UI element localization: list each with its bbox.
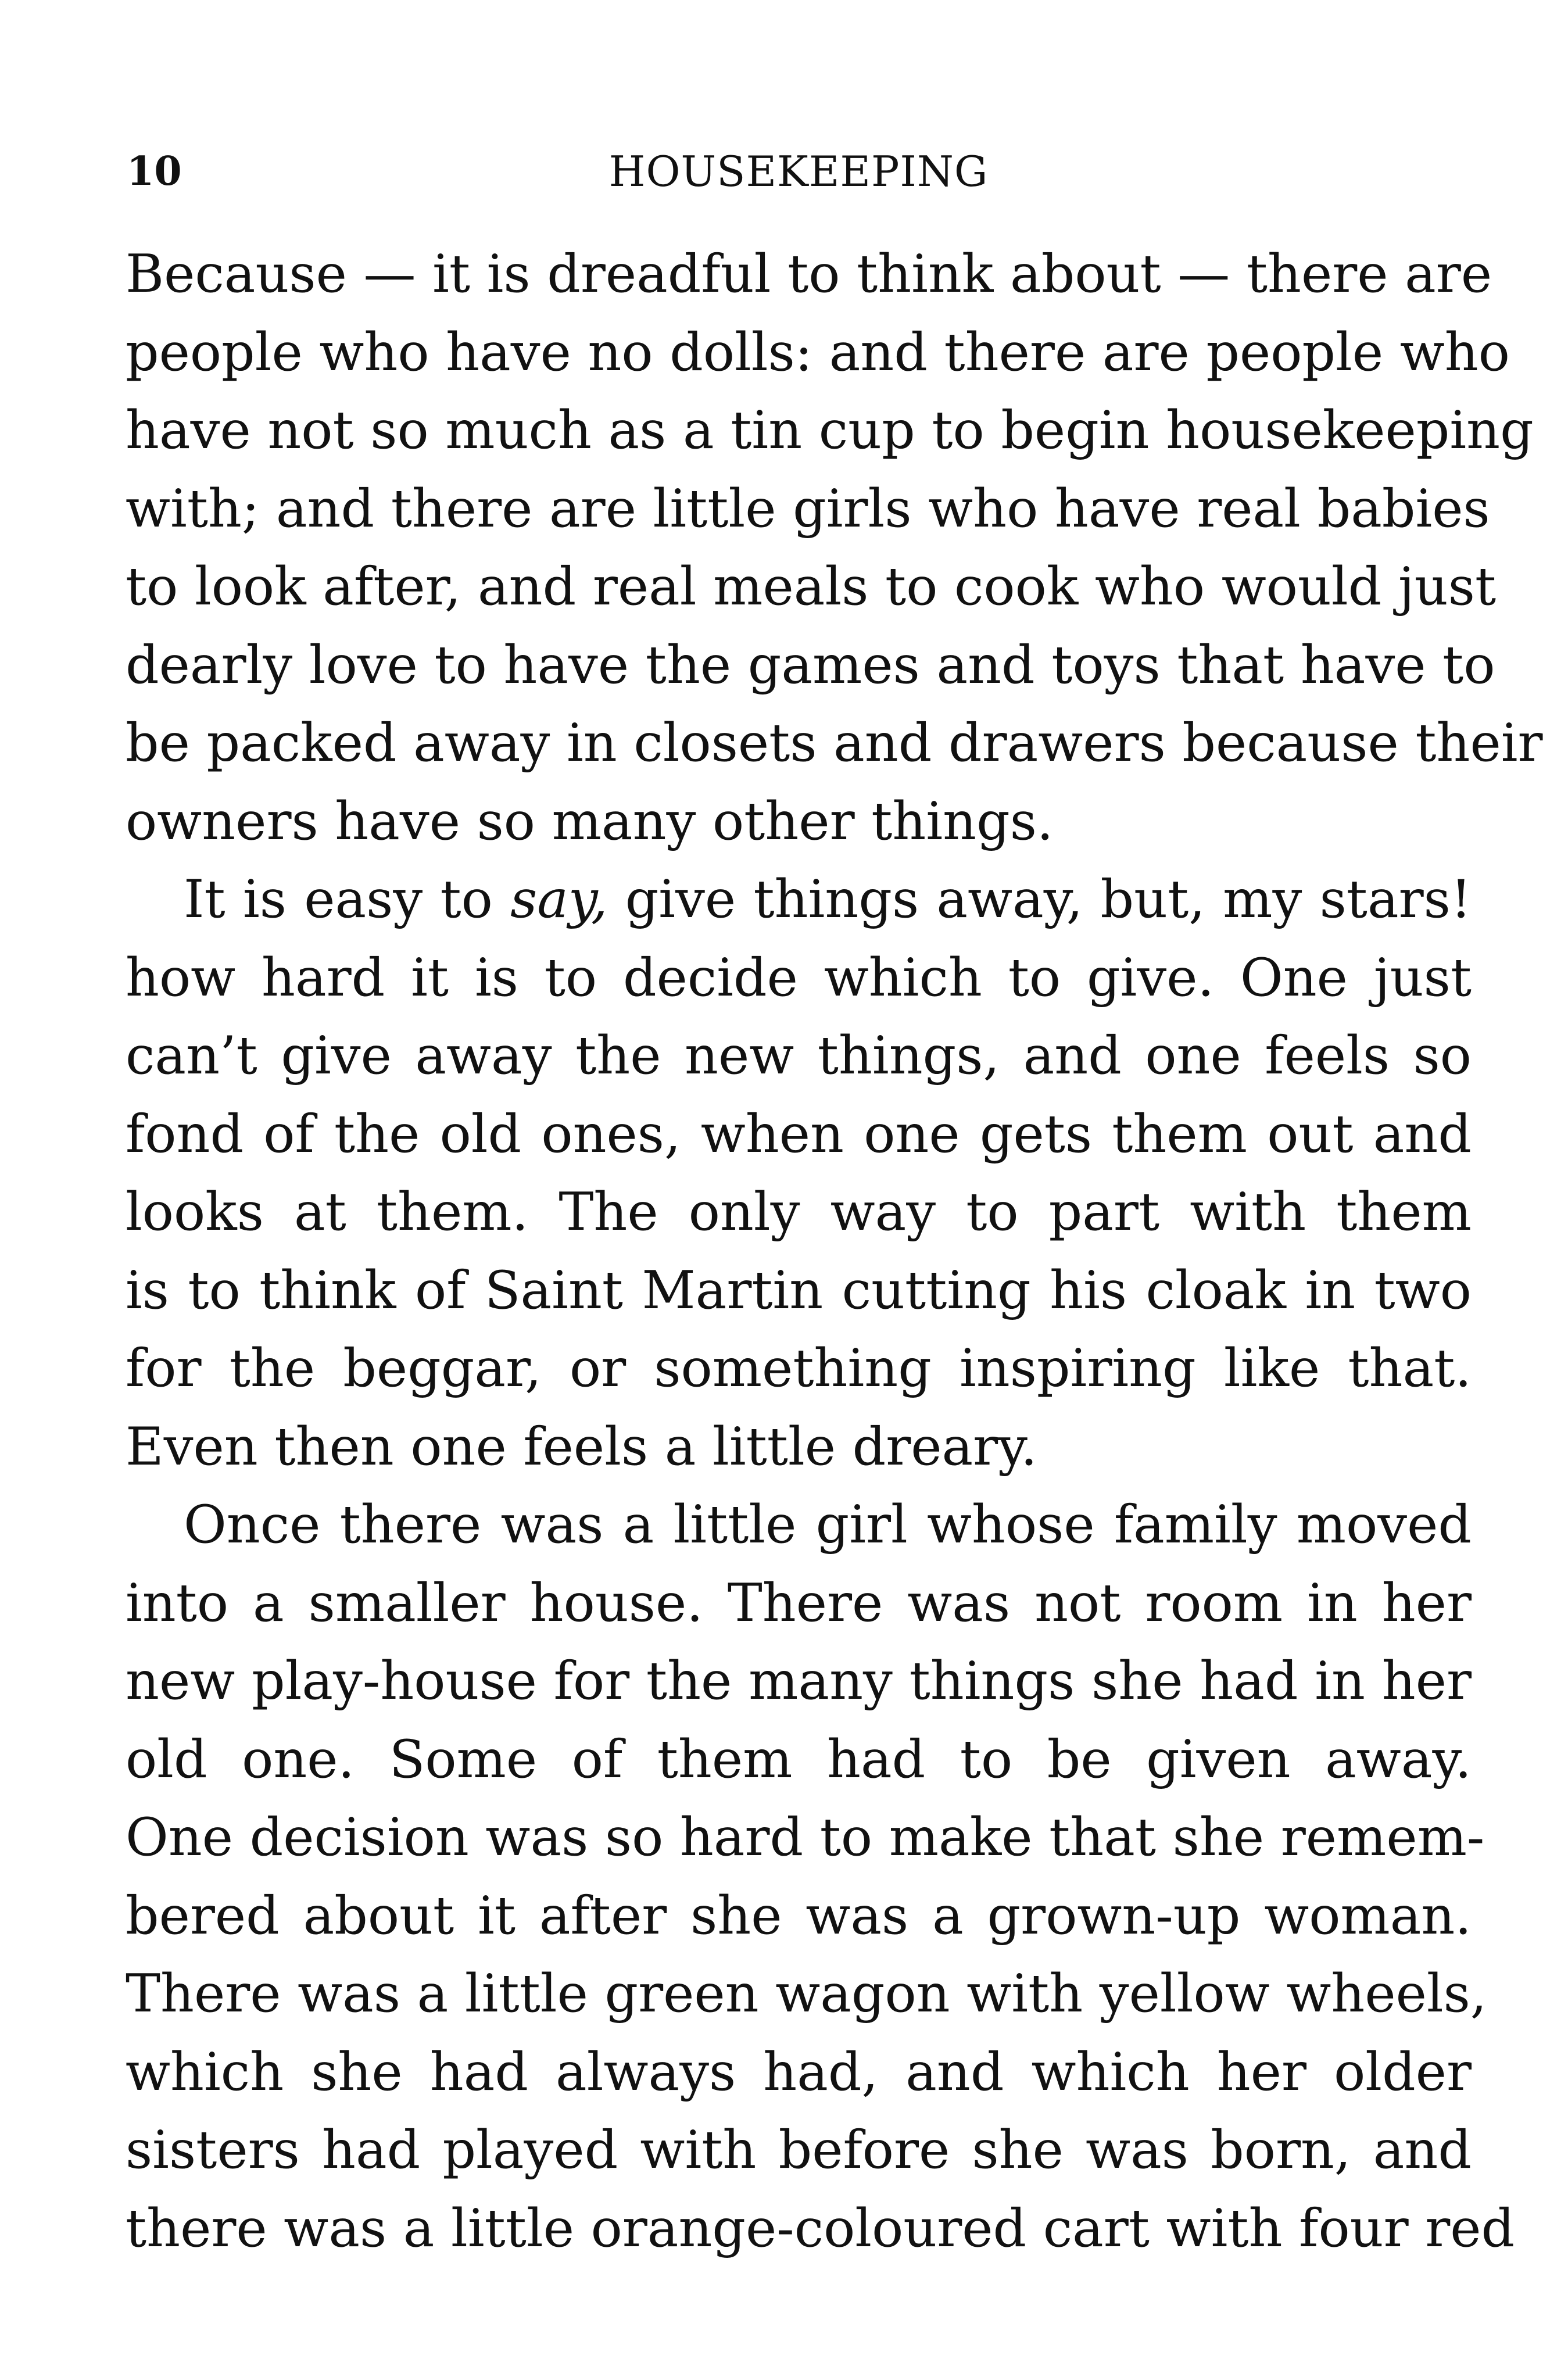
text-line: owners have so many other things.: [126, 790, 1054, 852]
text-line: into a smaller house. There was not room in her: [126, 1572, 1472, 1634]
text-line: There was a little green wagon with yellow wheels,: [126, 1963, 1487, 2024]
text-line: Even then one feels a little dreary.: [126, 1416, 1037, 1477]
text-line: there was a little orange-coloured cart with four red: [126, 2197, 1515, 2259]
text-line: to look after, and real meals to cook who would just: [126, 556, 1497, 617]
paragraph-2: [126, 861, 1472, 1486]
page-number: 10: [127, 148, 182, 195]
text-line: Once there was a little girl whose family moved: [184, 1494, 1472, 1555]
text-line: sisters had played with before she was born, and: [126, 2120, 1472, 2181]
text-line: is to think of Saint Martin cutting his cloak in two: [126, 1259, 1472, 1321]
text-line: new play-house for the many things she had in her: [126, 1651, 1472, 1712]
text-line: with; and there are little girls who have real babies: [126, 478, 1490, 539]
text-line: how hard it is to decide which to give. One just: [126, 947, 1472, 1008]
text-line: Because — it is dreadful to think about — there are: [126, 244, 1492, 305]
page-body: [126, 235, 1543, 2268]
text-line: looks at them. The only way to part with them: [126, 1182, 1472, 1243]
running-head: HOUSEKEEPING: [608, 147, 989, 196]
text-line: old one. Some of them had to be given away.: [126, 1728, 1472, 1790]
paragraph-3: [126, 1486, 1515, 2268]
text-line: dearly love to have the games and toys that have to: [126, 634, 1495, 696]
text-segment: give things away, but, my stars!: [607, 869, 1472, 930]
text-line: for the beggar, or something inspiring like that.: [126, 1338, 1472, 1399]
emphasized-word: say,: [510, 869, 608, 930]
text-line: One decision was so hard to make that she remem-: [126, 1807, 1485, 1868]
text-line: be packed away in closets and drawers because their: [126, 713, 1543, 774]
paragraph-1: [126, 235, 1543, 861]
text-segment: It is easy to: [184, 869, 511, 930]
text-line: people who have no dolls: and there are people who: [126, 321, 1510, 383]
text-line: bered about it after she was a grown-up woman.: [126, 1885, 1472, 1946]
text-line: have not so much as a tin cup to begin housekeeping: [126, 400, 1534, 461]
text-line: can’t give away the new things, and one feels so: [126, 1025, 1472, 1086]
page-header: [127, 142, 1470, 206]
text-line: fond of the old ones, when one gets them out and: [126, 1103, 1472, 1165]
text-line: which she had always had, and which her older: [126, 2041, 1472, 2103]
text-line: [126, 861, 1472, 939]
